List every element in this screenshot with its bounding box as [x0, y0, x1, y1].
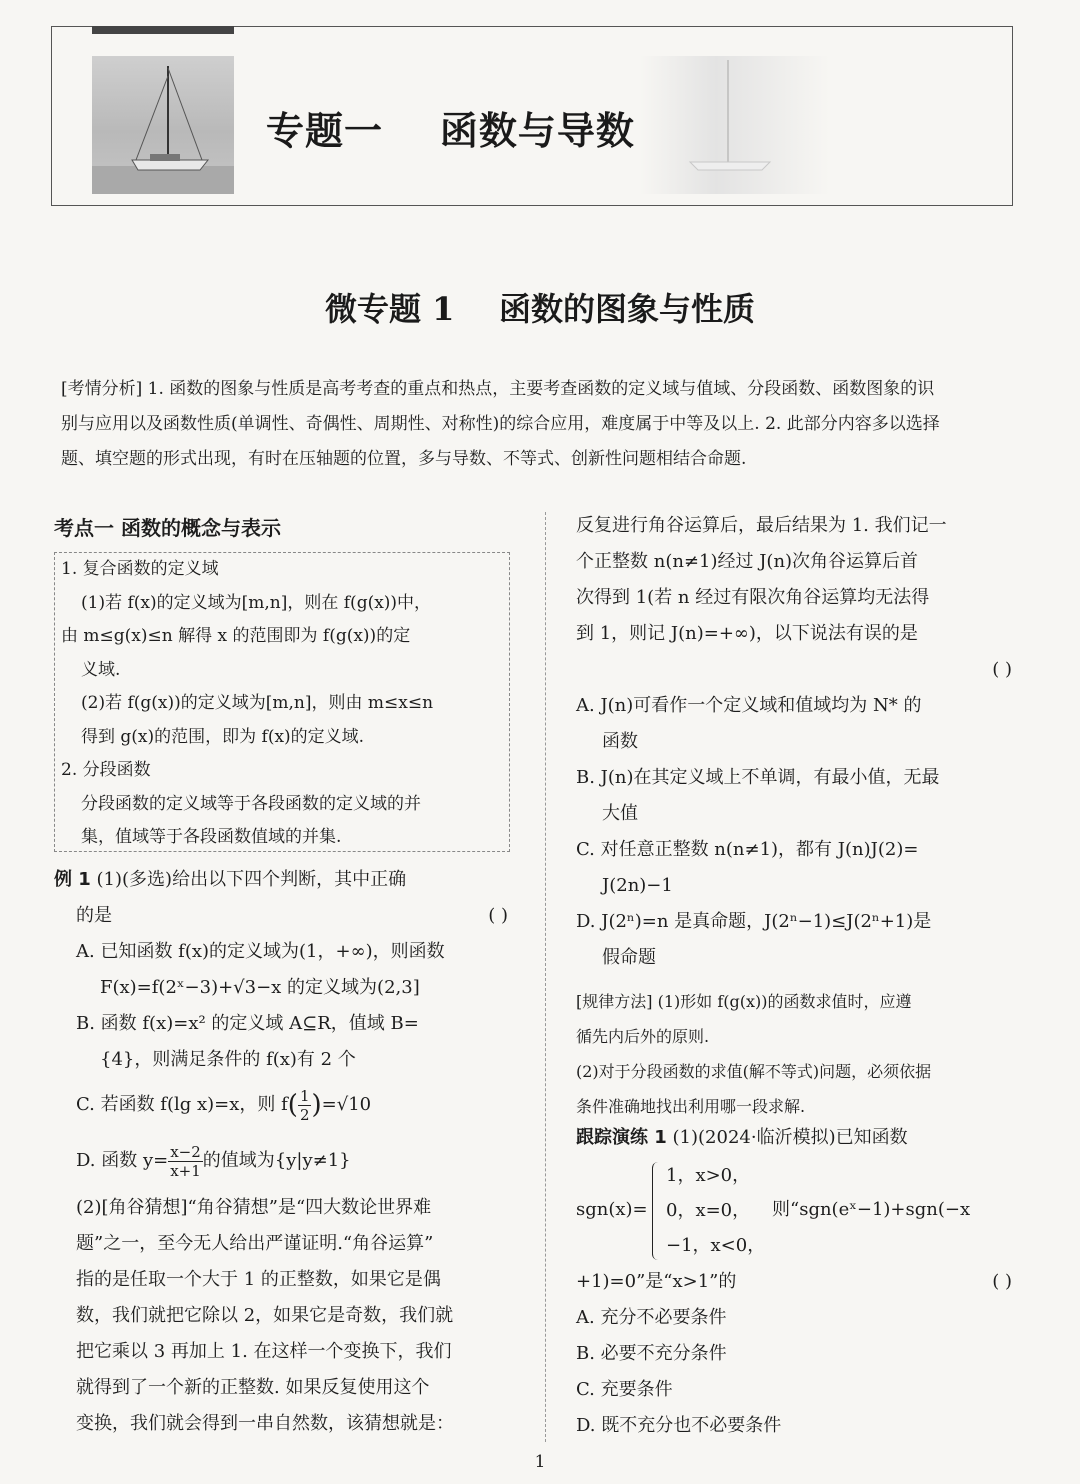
option-c: C. 对任意正整数 n(n≠1)，都有 J(n)J(2)=	[576, 839, 919, 860]
box-line: 集，值域等于各段函数值域的并集.	[81, 827, 342, 847]
choice-b: B. 必要不充分条件	[576, 1343, 727, 1364]
choice-a: A. 充分不必要条件	[576, 1307, 727, 1328]
analysis-line: 题、填空题的形式出现，有时在压轴题的位置，多与导数、不等式、创新性问题相结合命题.	[61, 449, 747, 469]
part2-line: 数，我们就把它除以 2，如果它是奇数，我们就	[76, 1305, 454, 1326]
option-b: B. 函数 f(x)=x² 的定义域 A⊆R，值域 B=	[76, 1013, 419, 1034]
option-d-text: D. 函数 y=	[76, 1150, 169, 1171]
box-line: 义域.	[81, 659, 121, 680]
example-stem: 的是	[76, 905, 112, 926]
answer-paren: ( )	[992, 1271, 1012, 1292]
analysis-line: 1. 函数的图象与性质是高考考查的重点和热点，主要考查函数的定义域与值域、分段函数、函数图象的识	[147, 379, 935, 399]
choice-c: C. 充要条件	[576, 1379, 673, 1400]
option-c-cont: J(2n)−1	[602, 875, 673, 896]
practice-cont	[576, 1264, 1018, 1444]
option-a-cont: F(x)=f(2ˣ−3)+√3−x 的定义域为(2,3]	[100, 977, 420, 998]
left-brace	[652, 1162, 663, 1260]
fraction-denominator: x+1	[170, 1161, 201, 1180]
option-d	[54, 1132, 514, 1190]
option-b-cont: {4}，则满足条件的 f(x)有 2 个	[100, 1049, 356, 1070]
box-heading: 2. 分段函数	[61, 760, 151, 780]
analysis-tag: [考情分析]	[61, 379, 143, 399]
piecewise-cases	[666, 1158, 765, 1263]
section-heading: 考点一 函数的概念与表示	[54, 516, 281, 540]
box-line: 分段函数的定义域等于各段函数的定义域的并	[81, 793, 421, 814]
box-line: (2)若 f(g(x))的定义域为[m,n]，则由 m≤x≤n	[81, 693, 434, 713]
practice-stem: (1)(2024·临沂模拟)已知函数	[672, 1127, 908, 1148]
option-c-text: =√10	[321, 1094, 372, 1115]
box-line: 由 m≤g(x)≤n 解得 x 的范围即为 f(g(x))的定	[61, 626, 411, 646]
column-divider	[545, 512, 546, 1442]
option-a: A. J(n)可看作一个定义域和值域均为 N* 的	[576, 695, 922, 716]
example-1	[54, 862, 514, 1442]
choice-d: D. 既不充分也不必要条件	[576, 1415, 782, 1436]
fraction	[298, 1087, 312, 1124]
fraction-denominator: 2	[299, 1105, 310, 1124]
box-heading: 1. 复合函数的定义域	[61, 559, 219, 579]
case-line: 1，x>0，	[666, 1165, 751, 1186]
continued-line: 到 1，则记 J(n)=+∞)，以下说法有误的是	[576, 623, 918, 644]
example-label: 例 1	[54, 869, 91, 890]
case-line: −1，x<0，	[666, 1235, 766, 1256]
option-d-text: 的值域为{y|y≠1}	[202, 1150, 351, 1171]
box-line: 得到 g(x)的范围，即为 f(x)的定义域.	[81, 726, 365, 747]
option-b: B. J(n)在其定义域上不单调，有最小值，无最	[576, 767, 940, 788]
option-d: D. J(2ⁿ)=n 是真命题，J(2ⁿ−1)≤J(2ⁿ+1)是	[576, 911, 932, 932]
option-d-cont: 假命题	[602, 947, 656, 968]
knowledge-box	[54, 552, 510, 852]
answer-paren: ( )	[992, 659, 1012, 680]
example-stem: (1)(多选)给出以下四个判断，其中正确	[96, 869, 407, 890]
practice-label: 跟踪演练 1	[576, 1127, 667, 1148]
answer-paren: ( )	[488, 905, 508, 926]
option-a-cont: 函数	[602, 731, 638, 752]
sailboat-photo	[92, 56, 234, 194]
fraction	[168, 1143, 203, 1180]
faded-sailboat-photo	[640, 56, 830, 194]
right-column	[576, 508, 1018, 976]
part2-line: 题”之一，至今无人给出严谨证明.“角谷运算”	[76, 1233, 434, 1254]
option-c-text: C. 若函数 f(lg x)=x，则 f	[76, 1094, 288, 1115]
continued-line: 个正整数 n(n≠1)经过 J(n)次角谷运算后首	[576, 551, 919, 572]
page-title: 微专题 1 函数的图象与性质	[325, 290, 755, 328]
option-c: C. 若函数 f(lg x)=x，则 f( $\frac{1}{2}$ )=√10	[76, 1086, 372, 1124]
sgn-label: sgn(x)=	[576, 1199, 648, 1220]
option-a: A. 已知函数 f(x)的定义域为(1，+∞)，则函数	[76, 941, 445, 962]
case-line: 0，x=0，	[666, 1200, 751, 1221]
chapter-title: 专题一 函数与导数	[266, 109, 635, 153]
fraction-numerator: 1	[299, 1086, 310, 1105]
analysis-paragraph	[61, 372, 1017, 477]
part2-line: 指的是任取一个大于 1 的正整数，如果它是偶	[76, 1269, 441, 1290]
fraction-numerator: x−2	[170, 1142, 201, 1161]
part2-line: 把它乘以 3 再加上 1. 在这样一个变换下，我们	[76, 1341, 452, 1362]
practice-cont-text: +1)=0”是“x>1”的	[576, 1271, 737, 1292]
page-number: 1	[534, 1452, 546, 1472]
option-b-cont: 大值	[602, 803, 638, 824]
part2-line: 就得到了一个新的正整数. 如果反复使用这个	[76, 1377, 430, 1398]
method-line: 循先内后外的原则.	[576, 1027, 710, 1046]
practice-then: 则“sgn(eˣ−1)+sgn(−x	[772, 1199, 971, 1220]
continued-line: 次得到 1(若 n 经过有限次角谷运算均无法得	[576, 587, 930, 608]
box-line: (1)若 f(x)的定义域为[m,n]，则在 f(g(x))中，	[81, 592, 432, 613]
analysis-line: 别与应用以及函数性质(单调性、奇偶性、周期性、对称性)的综合应用，难度属于中等及以上. 2. 此部分内容多以选择	[61, 414, 940, 434]
continued-line: 反复进行角谷运算后，最后结果为 1. 我们记一	[576, 515, 947, 536]
part2-line: 变换，我们就会得到一串自然数，该猜想就是：	[76, 1413, 454, 1434]
method-line: (2)对于分段函数的求值(解不等式)问题，必须依据	[576, 1062, 932, 1081]
practice-1	[576, 1120, 1018, 1156]
part2-line: (2)[角谷猜想]“角谷猜想”是“四大数论世界难	[76, 1197, 432, 1218]
banner-accent-bar	[92, 26, 234, 34]
method-line: 条件准确地找出利用哪一段求解.	[576, 1097, 806, 1116]
method-line: [规律方法] (1)形如 f(g(x))的函数求值时，应遵	[576, 992, 912, 1011]
method-box	[576, 984, 1018, 1124]
